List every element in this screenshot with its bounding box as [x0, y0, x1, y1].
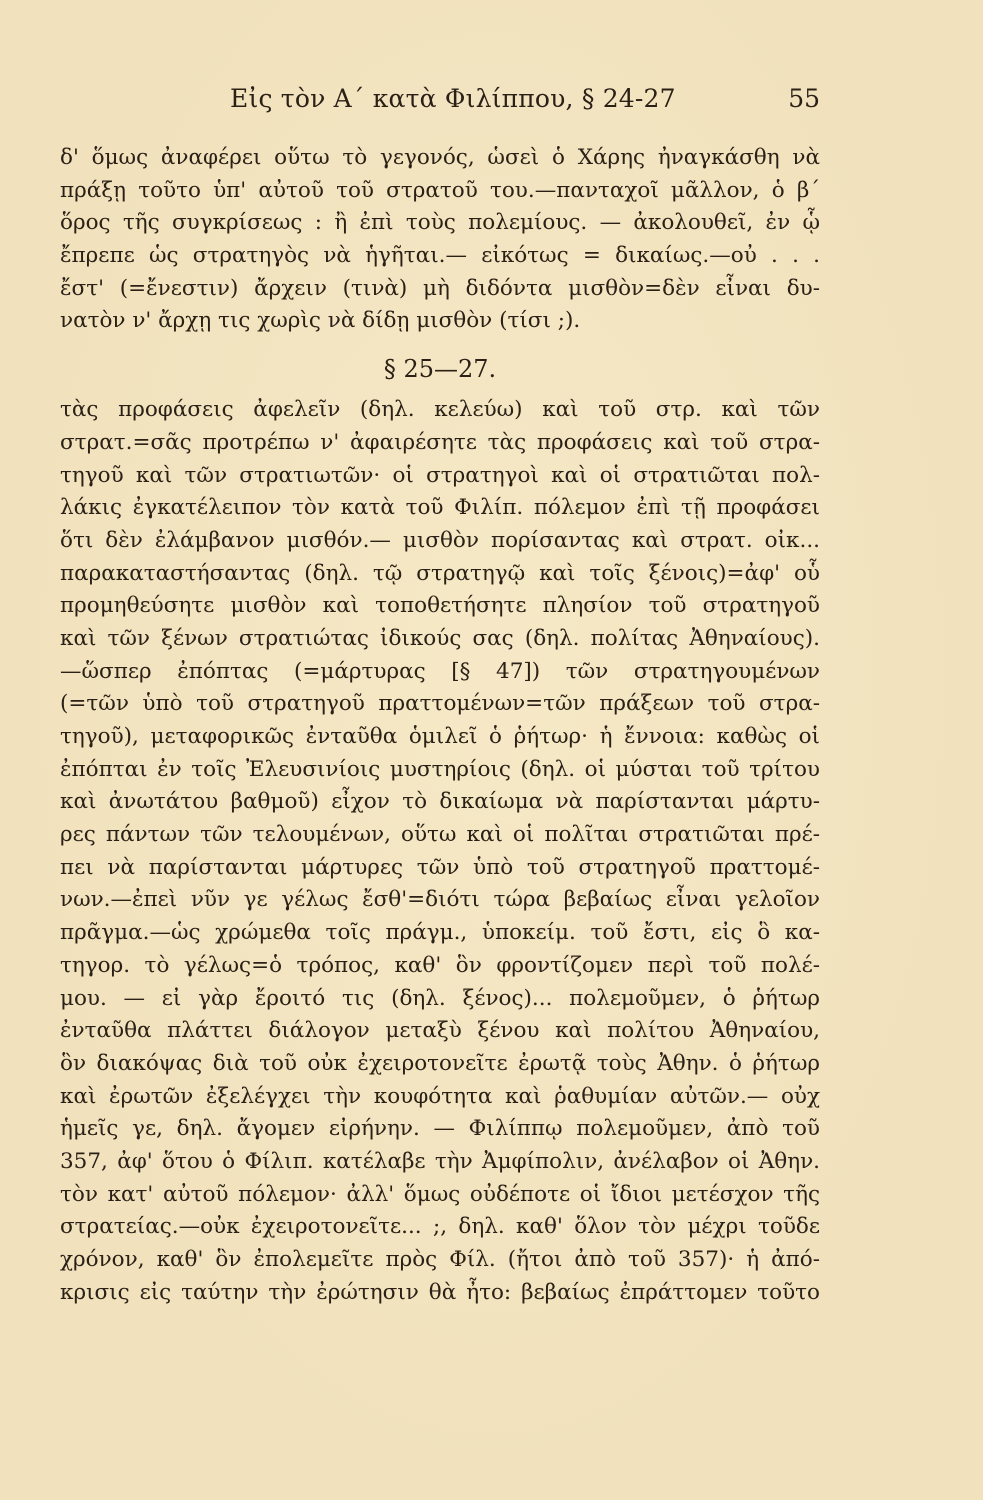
text-line: 357, ἀφ' ὅτου ὁ Φίλιπ. κατέλαβε τὴν Ἀμφίπολιν, ἀνέλαβον οἱ Ἀθην. — [60, 1148, 820, 1174]
text-line: ἐνταῦθα πλάττει διάλογον μεταξὺ ξένου καὶ πολίτου Ἀθηναίου, — [60, 1018, 820, 1044]
text-line: τηγορ. τὸ γέλως=ὁ τρόπος, καθ' ὃν φροντίζομεν περὶ τοῦ πολέ- — [60, 952, 820, 978]
text-line: ἐπόπται ἐν τοῖς Ἐλευσινίοις μυστηρίοις (δηλ. οἱ μύσται τοῦ τρίτου — [60, 756, 820, 782]
text-line: μου. — εἰ γὰρ ἔροιτό τις (δηλ. ξένος)... πολεμοῦμεν, ὁ ῥήτωρ — [60, 985, 820, 1011]
text-line: χρόνον, καθ' ὃν ἐπολεμεῖτε πρὸς Φίλ. (ἤτοι ἀπὸ τοῦ 357)· ἡ ἀπό- — [60, 1247, 820, 1272]
text-line: τηγοῦ καὶ τῶν στρατιωτῶν· οἱ στρατηγοὶ καὶ οἱ στρατιῶται πολ- — [60, 462, 820, 488]
text-line: ὅτι δὲν ἐλάμβανον μισθόν.— μισθὸν πορίσαντας καὶ στρατ. οἰκ... — [60, 527, 820, 553]
text-line: —ὥσπερ ἐπόπτας (=μάρτυρας [§ 47]) τῶν στρατηγουμένων — [60, 658, 820, 684]
paragraph-1 — [60, 142, 820, 338]
text-line: καὶ ἀνωτάτου βαθμοῦ) εἶχον τὸ δικαίωμα νὰ παρίστανται μάρτυ- — [60, 789, 820, 815]
text-line: νων.—ἐπεὶ νῦν γε γέλως ἔσθ'=διότι τώρα βεβαίως εἶναι γελοῖον — [60, 887, 820, 913]
text-line: ἔστ' (=ἔνεστιν) ἄρχειν (τινὰ) μὴ διδόντα μισθὸν=δὲν εἶναι δυ- — [60, 275, 820, 301]
text-line: ἔπρεπε ὡς στρατηγὸς νὰ ἡγῆται.— εἰκότως = δικαίως.—οὐ . . . — [60, 243, 820, 269]
text-line: τηγοῦ), μεταφορικῶς ἐνταῦθα ὁμιλεῖ ὁ ῥήτωρ· ἡ ἔννοια: καθὼς οἱ — [60, 724, 820, 749]
text-line: πράξῃ τοῦτο ὑπ' αὐτοῦ τοῦ στρατοῦ του.—πανταχοῖ μᾶλλον, ὁ β΄ — [60, 177, 820, 203]
section-heading: § 25—27. — [383, 355, 497, 384]
body-text — [60, 142, 820, 1309]
running-title: Εἰς τὸν Α΄ κατὰ Φιλίππου, § 24-27 — [230, 84, 676, 113]
text-line: λάκις ἐγκατέλειπον τὸν κατὰ τοῦ Φιλίπ. πόλεμον ἐπὶ τῇ προφάσει — [60, 495, 820, 521]
text-line: καὶ τῶν ξένων στρατιώτας ἰδικούς σας (δηλ. πολίτας Ἀθηναίους). — [60, 625, 820, 651]
text-line: καὶ ἐρωτῶν ἐξελέγχει τὴν κουφότητα καὶ ῥαθυμίαν αὐτῶν.— οὐχ — [60, 1083, 820, 1109]
text-line: παρακαταστήσαντας (δηλ. τῷ στρατηγῷ καὶ τοῖς ξένοις)=ἀφ' οὗ — [60, 560, 820, 586]
text-line: ρες πάντων τῶν τελουμένων, οὕτω καὶ οἱ πολῖται στρατιῶται πρέ- — [60, 822, 820, 848]
text-line: τὰς προφάσεις ἀφελεῖν (δηλ. κελεύω) καὶ τοῦ στρ. καὶ τῶν — [60, 397, 820, 423]
text-line: στρατ.=σᾶς προτρέπω ν' ἀφαιρέσητε τὰς προφάσεις καὶ τοῦ στρα- — [60, 429, 820, 455]
text-line: πει νὰ παρίστανται μάρτυρες τῶν ὑπὸ τοῦ στρατηγοῦ πραττομέ- — [60, 854, 820, 880]
text-line: νατὸν ν' ἄρχῃ τις χωρὶς νὰ δίδῃ μισθὸν (τίσι ;). — [60, 308, 581, 334]
text-line: πρᾶγμα.—ὡς χρώμεθα τοῖς πράγμ., ὑποκείμ. τοῦ ἔστι, εἰς ὃ κα- — [60, 920, 820, 946]
page-header — [60, 84, 820, 120]
text-line: τὸν κατ' αὐτοῦ πόλεμον· ἀλλ' ὅμως οὐδέποτε οἱ ἴδιοι μετέσχον τῆς — [60, 1181, 820, 1207]
text-line: ὃν διακόψας διὰ τοῦ οὐκ ἐχειροτονεῖτε ἐρωτᾷ τοὺς Ἀθην. ὁ ῥήτωρ — [60, 1050, 820, 1076]
text-line: ὅρος τῆς συγκρίσεως : ἢ ἐπὶ τοὺς πολεμίους. — ἀκολουθεῖ, ἐν ᾧ — [60, 210, 820, 236]
text-line: ἡμεῖς γε, δηλ. ἄγομεν εἰρήνην. — Φιλίππῳ πολεμοῦμεν, ἀπὸ τοῦ — [60, 1116, 820, 1142]
text-line: προμηθεύσητε μισθὸν καὶ τοποθετήσητε πλησίον τοῦ στρατηγοῦ — [60, 593, 820, 619]
text-line: κρισις εἰς ταύτην τὴν ἐρώτησιν θὰ ἦτο: βεβαίως ἐπράττομεν τοῦτο — [60, 1279, 820, 1305]
text-line: δ' ὅμως ἀναφέρει οὕτω τὸ γεγονός, ὡσεὶ ὁ Χάρης ἠναγκάσθη νὰ — [60, 145, 820, 170]
text-line: στρατείας.—οὐκ ἐχειροτονεῖτε... ;, δηλ. καθ' ὅλον τὸν μέχρι τοῦδε — [60, 1214, 820, 1240]
text-line: (=τῶν ὑπὸ τοῦ στρατηγοῦ πραττομένων=τῶν πράξεων τοῦ στρα- — [60, 691, 820, 717]
page-number: 55 — [788, 84, 820, 113]
paragraph-2 — [60, 394, 820, 1309]
